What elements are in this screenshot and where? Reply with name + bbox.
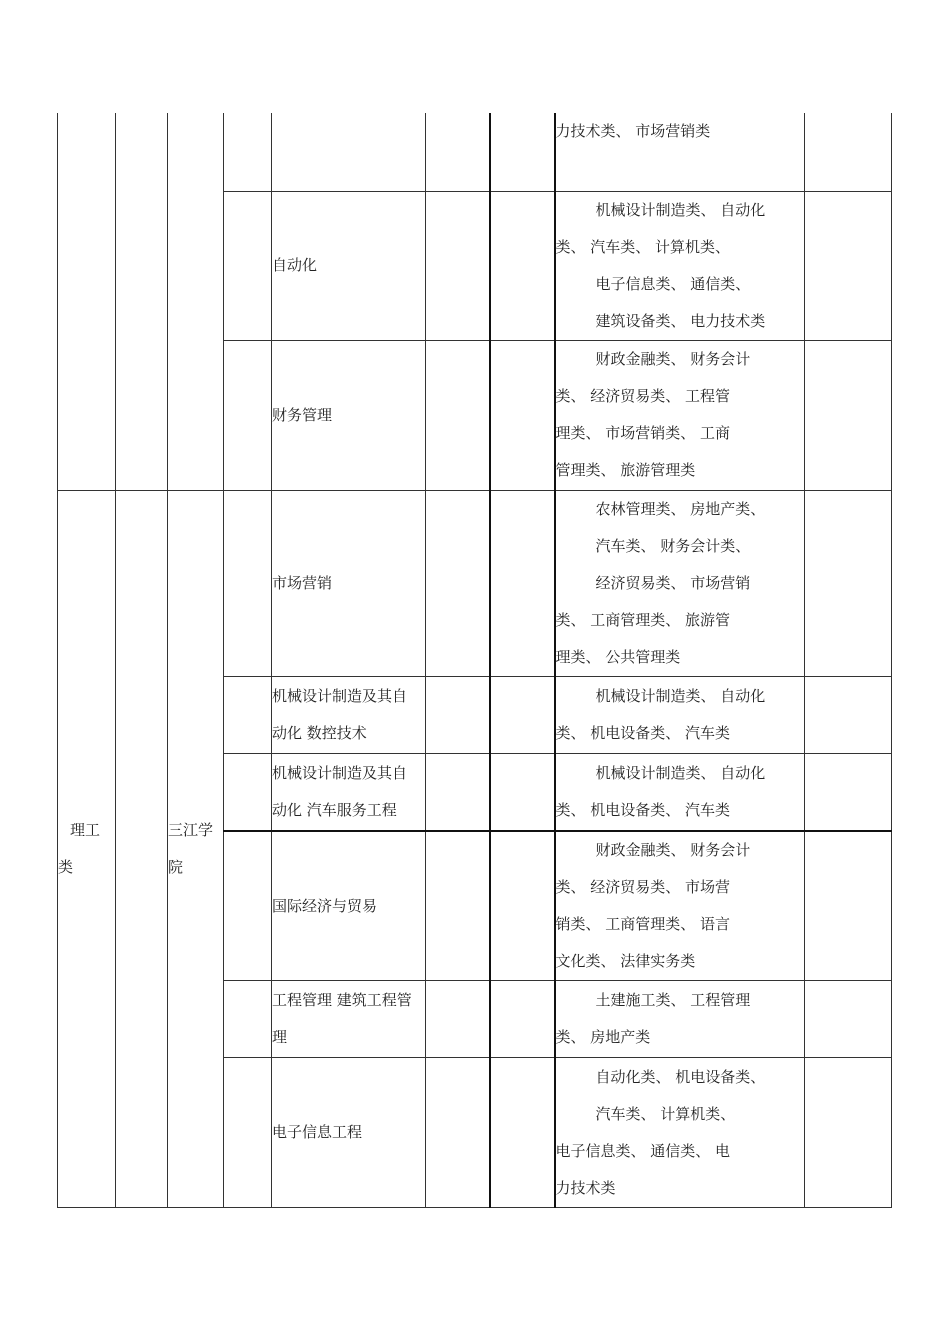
category-line: 类、 经济贸易类、 工程管 [555,387,731,405]
major-cell [272,113,426,191]
cell-empty [490,113,555,191]
major-line: 动化 数控技术 [272,723,367,742]
category-line: 汽车类、 计算机类、 [595,1104,736,1123]
major-line: 机械设计制造及其自 [272,686,408,705]
major-cell: 电子信息工程 [272,1058,426,1208]
cell-empty [224,490,272,676]
cell-empty [224,753,272,831]
cell-empty [426,1058,490,1208]
cell-empty [224,340,272,490]
major-line: 工程管理 建筑工程管 [272,991,412,1009]
cell-empty [805,981,892,1058]
cell-empty [426,113,490,191]
category-line: 理类、 公共管理类 [555,647,681,666]
category-cell [555,490,805,676]
category-cell [555,831,805,981]
cell-empty [490,191,555,340]
major-cell: 市场营销 [272,490,426,676]
major-cell [272,753,426,831]
category-line: 力技术类、 市场营销类 [555,122,711,140]
cell-empty [490,676,555,753]
category-line: 理类、 市场营销类、 工商 [555,424,731,442]
cell-empty [490,981,555,1058]
major-line: 动化 汽车服务工程 [272,800,397,819]
cell-empty [426,676,490,753]
cell-empty [805,191,892,340]
group-cell-empty [58,113,116,490]
group-cell-empty [168,113,224,490]
major-cell [272,676,426,753]
table-row [58,113,892,191]
category-line: 类、 房地产类 [555,1028,651,1046]
group-label-line: 类 [58,857,74,876]
category-line: 类、 经济贸易类、 市场营 [555,878,731,896]
category-line: 土建施工类、 工程管理 [595,991,751,1009]
cell-empty [490,1058,555,1208]
category-line: 财政金融类、 财务会计 [595,841,751,859]
group-label-line: 三江学 [168,820,214,839]
category-line: 电子信息类、 通信类、 [595,274,751,293]
category-line: 机械设计制造类、 自动化 [595,763,766,782]
group-label-school [168,490,224,1208]
category-line: 经济贸易类、 市场营销 [595,573,751,592]
category-line: 文化类、 法律实务类 [555,952,696,970]
category-line: 建筑设备类、 电力技术类 [595,311,766,330]
cell-empty [224,191,272,340]
category-line: 农林管理类、 房地产类、 [595,499,766,518]
cell-empty [426,981,490,1058]
cell-empty [426,191,490,340]
group-cell-empty [116,490,168,1208]
group-cell-empty [116,113,168,490]
category-cell [555,1058,805,1208]
category-cell [555,340,805,490]
major-line: 理 [272,1028,288,1046]
cell-empty [224,981,272,1058]
category-line: 类、 机电设备类、 汽车类 [555,723,731,742]
category-line: 销类、 工商管理类、 语言 [555,915,731,933]
cell-empty [805,676,892,753]
major-line: 机械设计制造及其自 [272,763,408,782]
category-line: 汽车类、 财务会计类、 [595,536,751,555]
major-cell [272,981,426,1058]
category-line: 财政金融类、 财务会计 [595,350,751,368]
major-cell: 财务管理 [272,340,426,490]
group-label-line: 院 [168,857,184,876]
cell-empty [426,340,490,490]
cell-empty [805,831,892,981]
cell-empty [224,831,272,981]
category-cell [555,676,805,753]
cell-empty [426,753,490,831]
category-cell [555,113,805,191]
cell-empty [805,753,892,831]
category-cell [555,753,805,831]
cell-empty [805,340,892,490]
category-line: 类、 工商管理类、 旅游管 [555,610,731,629]
enrollment-table [57,113,892,1208]
category-cell [555,191,805,340]
table-row [58,490,892,676]
group-label-line: 理工 [70,820,101,839]
cell-empty [224,676,272,753]
category-line: 自动化类、 机电设备类、 [595,1067,766,1086]
cell-empty [490,340,555,490]
major-cell: 国际经济与贸易 [272,831,426,981]
category-line: 力技术类 [555,1178,616,1197]
major-cell: 自动化 [272,191,426,340]
group-label-category [58,490,116,1208]
category-line: 类、 汽车类、 计算机类、 [555,237,731,256]
cell-empty [805,1058,892,1208]
category-line: 机械设计制造类、 自动化 [595,200,766,219]
cell-empty [805,113,892,191]
cell-empty [224,1058,272,1208]
cell-empty [490,831,555,981]
cell-empty [426,831,490,981]
category-line: 机械设计制造类、 自动化 [595,686,766,705]
cell-empty [490,753,555,831]
cell-empty [490,490,555,676]
category-line: 类、 机电设备类、 汽车类 [555,800,731,819]
cell-empty [224,113,272,191]
category-line: 管理类、 旅游管理类 [555,461,696,479]
category-cell [555,981,805,1058]
cell-empty [426,490,490,676]
category-line: 电子信息类、 通信类、 电 [555,1141,731,1160]
cell-empty [805,490,892,676]
